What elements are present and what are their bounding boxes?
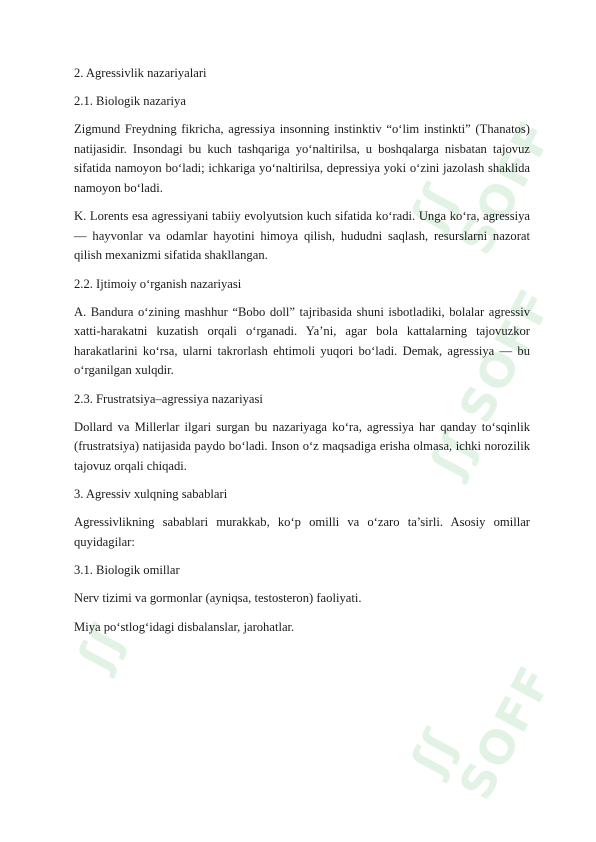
paragraph: Nerv tizimi va gormonlar (ayniqsa, testosteron) faoliyati. [74, 591, 362, 605]
paragraph: Zigmund Freydning fikricha, agressiya insonning instinktiv “o‘lim instinkti” (Thanatos) natijasidir. Insondagi bu kuch tashqariga yo‘naltirilsa, u boshqalarga nisbatan tajovuz sifatida namoyon bo‘ladi; ichkariga yo‘naltirilsa, depressiya yoki o‘zini jazolash shaklida namoyon bo‘ladi. [74, 122, 530, 195]
section-heading: 3. Agressiv xulqning sabablari [74, 487, 228, 501]
paragraph: Dollard va Millerlar ilgari surgan bu nazariyaga ko‘ra, agressiya har qanday to‘sqinlik (frustratsiya) natijasida paydo bo‘ladi. Inson o‘z maqsadiga erisha olmasa, ichki norozilik tajovuz orqali chiqadi. [74, 419, 530, 473]
watermark-logo: ʃʃ [67, 615, 135, 679]
subsection-heading: 3.1. Biologik omillar [74, 563, 180, 577]
subsection-heading: 2.3. Frustratsiya–agressiya nazariyasi [74, 391, 263, 406]
section-heading: 2. Agressivlik nazariyalari [74, 66, 207, 80]
watermark-logo: ʃʃ SOFF [400, 656, 564, 809]
watermark-logo: ʃʃ SOFF [420, 279, 564, 485]
paragraph: A. Bandura o‘zining mashhur “Bobo doll” tajribasida shuni isbotladiki, bolalar agressiv xatti-harakatni kuzatish orqali o‘rganadi. Ya’ni, agar bola kattalarning tajovuzkor harakatlarini ko‘rsa, ularni takrorlash ehtimoli yuqori bo‘ladi. Demak, agressiya — bu o‘rganilgan xulqdir. [74, 304, 530, 377]
paragraph: Miya po‘stlog‘idagi disbalanslar, jarohatlar. [74, 619, 295, 634]
paragraph: Agressivlikning sabablari murakkab, ko‘p omilli va o‘zaro ta’sirli. Asosiy omillar quyidagilar: [74, 515, 530, 549]
subsection-heading: 2.2. Ijtimoiy o‘rganish nazariyasi [74, 276, 242, 291]
document-page [74, 64, 530, 637]
watermark-logo: ʃʃ SOFF [400, 111, 564, 264]
subsection-heading: 2.1. Biologik nazariya [74, 94, 186, 108]
paragraph: K. Lorents esa agressiyani tabiiy evolyutsion kuch sifatida ko‘radi. Unga ko‘ra, agressiya — hayvonlar va odamlar hayotini himoya qilish, hududni saqlash, resurslarni nazorat qilish mexanizmi sifatida shakllangan. [74, 209, 530, 262]
